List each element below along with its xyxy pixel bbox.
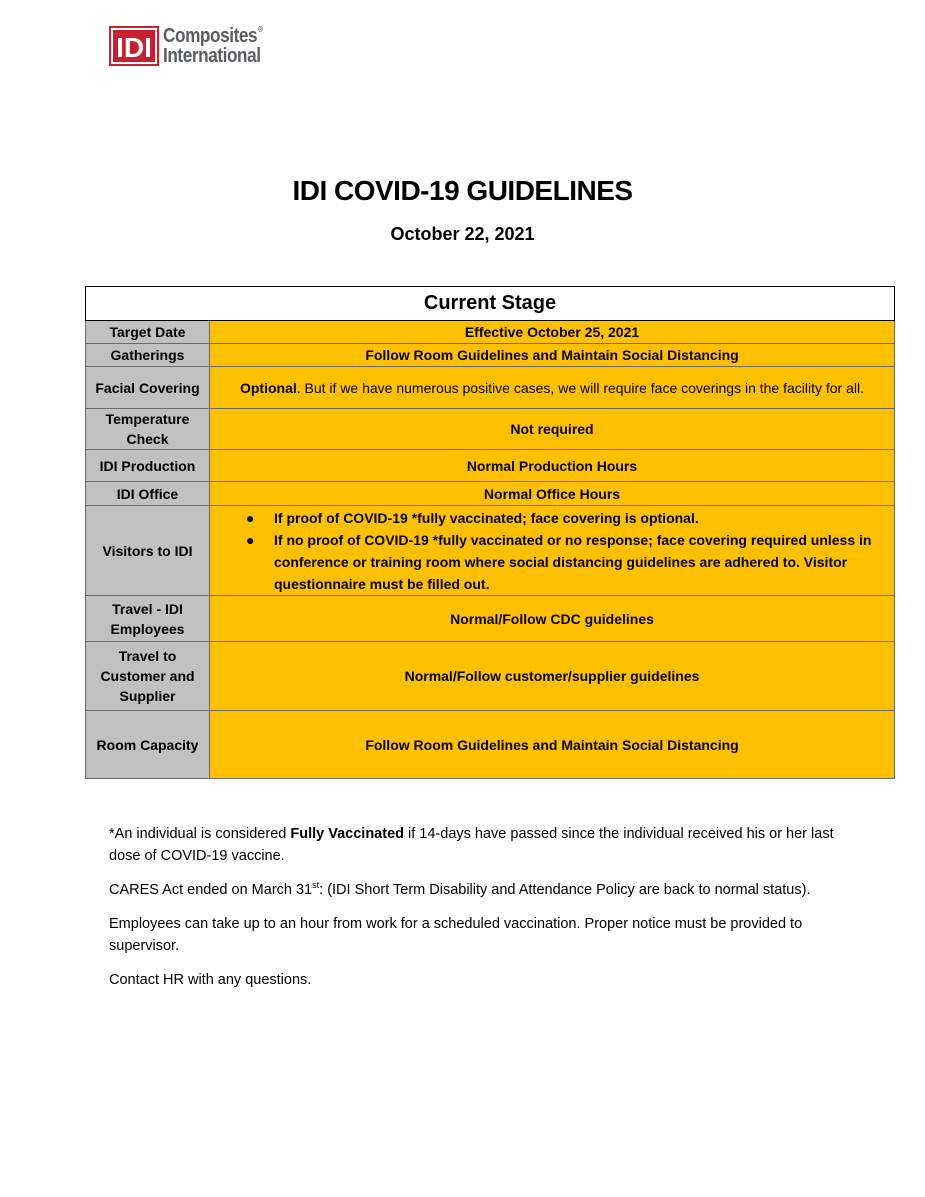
list-item-text: If proof of COVID-19 *fully vaccinated; face covering is optional.	[274, 509, 699, 526]
bullet-icon: ●	[246, 509, 255, 526]
table-row	[86, 711, 895, 779]
logo-line1: Composites	[163, 25, 258, 47]
row-label: Gatherings	[86, 344, 210, 367]
note-bold: Fully Vaccinated	[290, 826, 404, 842]
table-row	[86, 344, 895, 367]
visitor-rules-list	[216, 507, 888, 595]
idi-logo-mark	[109, 26, 159, 66]
note-text: CARES Act ended on March 31	[109, 882, 313, 898]
table-row	[86, 450, 895, 482]
row-value	[210, 506, 895, 596]
row-value: Normal/Follow customer/supplier guidelines	[210, 642, 895, 711]
note-text: : (IDI Short Term Disability and Attendance Policy are back to normal status).	[319, 882, 811, 898]
row-label: Facial Covering	[86, 367, 210, 409]
note-text: if 14-days have passed since the individual received his or her last dose of COVID-19 vaccine.	[109, 826, 834, 864]
table-row	[86, 642, 895, 711]
notes-section	[109, 823, 869, 1003]
note-fully-vaccinated	[109, 823, 869, 867]
note-cares-act	[109, 879, 869, 901]
row-label: Target Date	[86, 321, 210, 344]
list-item	[246, 507, 888, 529]
table-row	[86, 482, 895, 506]
table-row	[86, 367, 895, 409]
table-row	[86, 596, 895, 642]
row-value: Normal Production Hours	[210, 450, 895, 482]
bullet-icon: ●	[246, 531, 255, 548]
document-date: October 22, 2021	[390, 224, 535, 244]
table-row	[86, 321, 895, 344]
row-value: Follow Room Guidelines and Maintain Social Distancing	[210, 711, 895, 779]
row-value: Normal Office Hours	[210, 482, 895, 506]
row-label: Travel to Customer and Supplier	[86, 642, 210, 711]
table-row	[86, 506, 895, 596]
row-value-rest: . But if we have numerous positive cases, we will require face coverings in the facility for all.	[296, 379, 865, 396]
row-value	[210, 367, 895, 409]
row-value: Follow Room Guidelines and Maintain Social Distancing	[210, 344, 895, 367]
page-title: IDI COVID-19 GUIDELINES	[292, 175, 633, 206]
row-label: IDI Office	[86, 482, 210, 506]
guidelines-table	[85, 286, 895, 779]
logo-line2: International	[163, 45, 261, 67]
row-label: Room Capacity	[86, 711, 210, 779]
table-heading: Current Stage	[86, 287, 895, 321]
row-label: IDI Production	[86, 450, 210, 482]
logo-wordmark	[163, 26, 263, 66]
row-value-bold: Optional	[239, 379, 297, 396]
logo-mark-text: IDI	[116, 32, 152, 63]
row-value: Not required	[210, 409, 895, 450]
table-heading-row	[86, 287, 895, 321]
note-vaccination-time: Employees can take up to an hour from work for a scheduled vaccination. Proper notice must be provided to supervisor.	[109, 916, 803, 954]
note-contact-hr: Contact HR with any questions.	[109, 972, 312, 988]
registered-mark: ®	[258, 25, 263, 34]
table-row	[86, 409, 895, 450]
row-label: Travel - IDI Employees	[86, 596, 210, 642]
list-item-text: If no proof of COVID-19 *fully vaccinated or no response; face covering required unless in conference or training room where social distancing guidelines are adhered to. Visitor questionnaire must be filled out.	[274, 531, 872, 592]
note-text: *An individual is considered	[109, 826, 291, 842]
note-superscript: st	[312, 880, 320, 891]
company-logo	[109, 26, 279, 66]
row-value: Effective October 25, 2021	[210, 321, 895, 344]
list-item	[246, 529, 888, 595]
row-value: Normal/Follow CDC guidelines	[210, 596, 895, 642]
row-label: Visitors to IDI	[86, 506, 210, 596]
row-label: Temperature Check	[86, 409, 210, 450]
